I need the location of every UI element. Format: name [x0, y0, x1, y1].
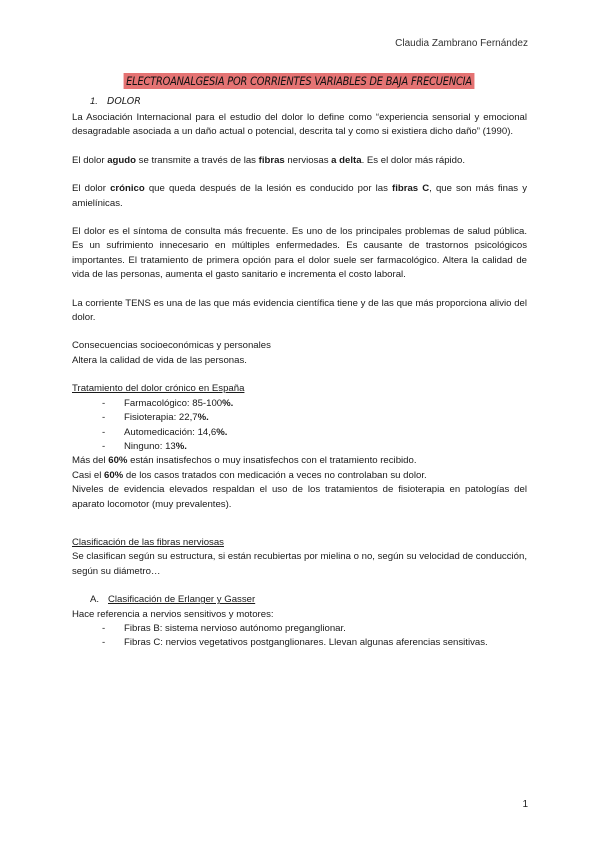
text-run: Casi el [72, 469, 104, 481]
bold-run: 60% [108, 455, 128, 467]
list-item: - Fibras C: nervios vegetativos postganglionares. Llevan algunas aferencias sensitivas. [112, 636, 527, 650]
document-title: ELECTROANALGESIA POR CORRIENTES VARIABLES DE BAJA FRECUENCIA [124, 73, 475, 89]
item-label: Fisioterapia: 22,7 [124, 412, 198, 424]
list-item [112, 426, 527, 440]
header-author: Claudia Zambrano Fernández [395, 38, 528, 49]
text-run: nerviosas [284, 154, 332, 166]
item-label: Automedicación: 14,6 [124, 426, 217, 438]
text-run: de los casos tratados con medicación a veces no controlaban su dolor. [123, 469, 427, 481]
list-item: - Fibras B: sistema nervioso autónomo preganglionar. [112, 622, 527, 636]
treatment-line-1 [72, 454, 527, 468]
item-value: %. [216, 426, 228, 438]
text-run: El dolor [72, 154, 108, 166]
treatment-line-3: Niveles de evidencia elevados respaldan el uso de los tratamientos de fisioterapia en patologías del aparato locomotor (muy prevalentes). [72, 484, 527, 510]
bold-run: crónico [110, 183, 145, 195]
consequences-heading: Consecuencias socioeconómicas y personales [72, 340, 271, 352]
item-value: %. [222, 397, 234, 409]
title-wrap [86, 72, 512, 90]
subsection-title: Clasificación de Erlanger y Gasser [108, 594, 256, 606]
list-item [112, 411, 527, 425]
classification-heading: Clasificación de las fibras nerviosas [72, 536, 224, 548]
section-number: 1. [90, 96, 98, 107]
document-body [72, 111, 527, 651]
list-item [112, 440, 527, 454]
paragraph-acute-pain [72, 154, 527, 168]
fiber-list [72, 622, 527, 651]
section-title: DOLOR [107, 96, 141, 107]
classification-text: Se clasifican según su estructura, si están recubiertas por mielina o no, según su velocidad de conducción, según su diámetro… [72, 551, 527, 577]
text-run: están insatisfechos o muy insatisfechos con el tratamiento recibido. [127, 455, 417, 467]
bold-run: fibras C [392, 183, 430, 195]
bold-run: agudo [107, 154, 136, 166]
text-run: se transmite a través de las [135, 154, 259, 166]
consequences-text: Altera la calidad de vida de las personas. [72, 354, 247, 366]
paragraph-definition: La Asociación Internacional para el estudio del dolor lo define como “experiencia sensorial y emocional desagradable asociada a un daño actual o potencial, descrita tal y como si existiera dicho daño” (1990). [72, 112, 527, 138]
paragraph-tens: La corriente TENS es una de las que más evidencia científica tiene y de las que más proporciona alivio del dolor. [72, 297, 527, 324]
text-run: El dolor [72, 183, 111, 195]
treatment-line-2 [72, 469, 527, 483]
subsection-letter: A. [90, 594, 100, 606]
paragraph-chronic-pain [72, 182, 527, 211]
item-value: %. [197, 412, 209, 424]
text-run: Más del [72, 455, 109, 467]
page-number: 1 [522, 799, 528, 810]
list-item [112, 397, 527, 411]
item-label: Farmacológico: 85-100 [124, 397, 223, 409]
text-run: . Es el dolor más rápido. [361, 154, 466, 166]
bold-run: 60% [104, 469, 124, 481]
bold-run: fibras [258, 154, 285, 166]
text-run: , que son más finas y amielínicas. [72, 183, 528, 209]
classification-intro: Hace referencia a nervios sensitivos y motores: [72, 608, 274, 620]
paragraph-public-health: El dolor es el síntoma de consulta más frecuente. Es uno de los principales problemas de salud pública. Es un sufrimiento innecesario en múltiples enfermedades. Es causante de trastornos psicológicos importantes. El tratamiento de primera opción para el dolor suele ser farmacológico. Altera la calidad de vida de las personas, aumenta el gasto sanitario e incrementa el costo laboral. [72, 226, 527, 281]
bold-run: a delta [331, 154, 362, 166]
item-label: Ninguno: 13 [124, 440, 176, 452]
treatment-heading: Tratamiento del dolor crónico en España [72, 383, 245, 395]
subsection-heading [72, 593, 527, 607]
text-run: que queda después de la lesión es conducido por las [144, 183, 393, 195]
treatment-list [72, 397, 527, 455]
item-value: %. [175, 440, 187, 452]
